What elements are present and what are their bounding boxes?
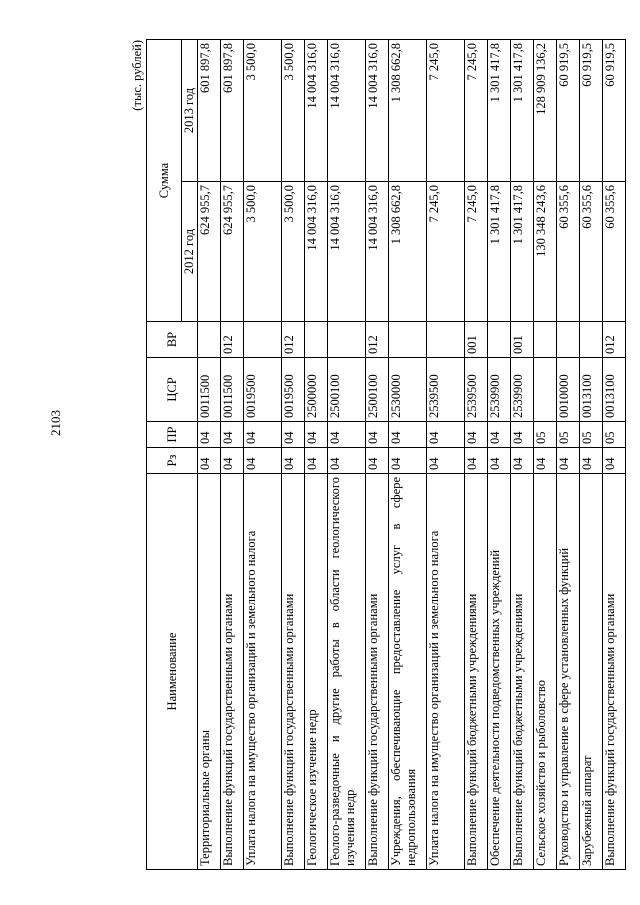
cell-name: Уплата налога на имущество организаций и земельного налога xyxy=(244,474,282,870)
cell-rz: 04 xyxy=(305,448,328,474)
cell-name: Учреждения, обеспечивающие предоставление услуг в сфере недропользования xyxy=(389,474,427,870)
cell-name: Выполнение функций государственными органами xyxy=(282,474,305,870)
cell-vr: 012 xyxy=(282,322,305,358)
cell-pr: 04 xyxy=(198,422,221,448)
cell-y2013: 14 004 316,0 xyxy=(328,40,366,182)
cell-csr xyxy=(534,358,557,422)
cell-csr: 0019500 xyxy=(244,358,282,422)
header-csr: ЦСР xyxy=(147,358,198,422)
cell-y2012: 3 500,0 xyxy=(244,182,282,322)
cell-y2013: 601 897,8 xyxy=(198,40,221,182)
cell-csr: 0019500 xyxy=(282,358,305,422)
cell-name: Уплата налога на имущество организаций и земельного налога xyxy=(427,474,465,870)
cell-name: Выполнение функций государственными органами xyxy=(603,474,626,870)
table-row xyxy=(557,40,580,870)
cell-y2013: 60 919,5 xyxy=(603,40,626,182)
header-pr: ПР xyxy=(147,422,198,448)
header-rz: Рз xyxy=(147,448,198,474)
cell-rz: 04 xyxy=(389,448,427,474)
cell-rz: 04 xyxy=(465,448,488,474)
cell-pr: 04 xyxy=(244,422,282,448)
header-name: Наименование xyxy=(147,474,198,870)
cell-vr xyxy=(557,322,580,358)
cell-y2012: 60 355,6 xyxy=(557,182,580,322)
cell-y2013: 3 500,0 xyxy=(282,40,305,182)
cell-y2013: 60 919,5 xyxy=(557,40,580,182)
cell-y2012: 1 301 417,8 xyxy=(488,182,511,322)
cell-pr: 04 xyxy=(511,422,534,448)
cell-csr: 2530000 xyxy=(389,358,427,422)
cell-y2012: 1 308 662,8 xyxy=(389,182,427,322)
table-row xyxy=(389,40,427,870)
cell-y2012: 7 245,0 xyxy=(427,182,465,322)
cell-csr: 2539500 xyxy=(465,358,488,422)
cell-csr: 2500100 xyxy=(366,358,389,422)
table-row xyxy=(366,40,389,870)
cell-y2013: 14 004 316,0 xyxy=(305,40,328,182)
table-row xyxy=(305,40,328,870)
cell-y2013: 128 909 136,2 xyxy=(534,40,557,182)
cell-vr: 001 xyxy=(511,322,534,358)
cell-name: Сельское хозяйство и рыболовство xyxy=(534,474,557,870)
cell-rz: 04 xyxy=(282,448,305,474)
cell-rz: 04 xyxy=(244,448,282,474)
cell-y2012: 624 955,7 xyxy=(221,182,244,322)
cell-pr: 04 xyxy=(221,422,244,448)
table-row xyxy=(511,40,534,870)
rotated-page-content xyxy=(130,40,625,870)
table-row xyxy=(534,40,557,870)
cell-csr: 0011500 xyxy=(198,358,221,422)
cell-pr: 04 xyxy=(282,422,305,448)
cell-vr: 012 xyxy=(221,322,244,358)
cell-y2012: 1 301 417,8 xyxy=(511,182,534,322)
cell-csr: 2539900 xyxy=(511,358,534,422)
cell-vr xyxy=(328,322,366,358)
cell-vr xyxy=(488,322,511,358)
cell-rz: 04 xyxy=(488,448,511,474)
cell-csr: 2539500 xyxy=(427,358,465,422)
cell-vr: 012 xyxy=(603,322,626,358)
header-vr: ВР xyxy=(147,322,198,358)
cell-csr: 0013100 xyxy=(603,358,626,422)
cell-y2012: 130 348 243,6 xyxy=(534,182,557,322)
cell-name: Выполнение функций государственными органами xyxy=(221,474,244,870)
cell-csr: 0011500 xyxy=(221,358,244,422)
header-row xyxy=(147,40,182,870)
page-number: 2103 xyxy=(48,410,63,436)
cell-y2013: 7 245,0 xyxy=(427,40,465,182)
cell-vr: 001 xyxy=(465,322,488,358)
cell-y2012: 14 004 316,0 xyxy=(328,182,366,322)
cell-csr: 2539900 xyxy=(488,358,511,422)
table-row xyxy=(427,40,465,870)
cell-pr: 05 xyxy=(534,422,557,448)
table-row xyxy=(328,40,366,870)
table-row xyxy=(603,40,626,870)
cell-pr: 04 xyxy=(389,422,427,448)
cell-name: Выполнение функций бюджетными учреждениями xyxy=(465,474,488,870)
cell-csr: 2500100 xyxy=(328,358,366,422)
cell-pr: 04 xyxy=(488,422,511,448)
header-sum: Сумма xyxy=(147,40,182,322)
cell-y2012: 7 245,0 xyxy=(465,182,488,322)
cell-pr: 04 xyxy=(305,422,328,448)
cell-pr: 04 xyxy=(328,422,366,448)
cell-vr xyxy=(580,322,603,358)
cell-rz: 04 xyxy=(221,448,244,474)
cell-rz: 04 xyxy=(511,448,534,474)
cell-y2012: 60 355,6 xyxy=(580,182,603,322)
cell-name: Геолого-разведочные и другие работы в области геологического изучения недр xyxy=(328,474,366,870)
table-body xyxy=(198,40,626,870)
cell-csr: 0010000 xyxy=(557,358,580,422)
cell-csr: 2500000 xyxy=(305,358,328,422)
header-2013: 2013 год xyxy=(182,40,198,182)
cell-y2013: 60 919,5 xyxy=(580,40,603,182)
cell-pr: 04 xyxy=(366,422,389,448)
cell-vr xyxy=(198,322,221,358)
cell-y2013: 1 308 662,8 xyxy=(389,40,427,182)
cell-y2012: 14 004 316,0 xyxy=(305,182,328,322)
cell-name: Зарубежный аппарат xyxy=(580,474,603,870)
cell-rz: 04 xyxy=(534,448,557,474)
cell-y2013: 7 245,0 xyxy=(465,40,488,182)
cell-pr: 05 xyxy=(557,422,580,448)
budget-table xyxy=(146,39,626,870)
cell-pr: 05 xyxy=(603,422,626,448)
table-row xyxy=(221,40,244,870)
units-label: (тыс. рублей) xyxy=(130,40,144,111)
cell-rz: 04 xyxy=(580,448,603,474)
cell-y2012: 60 355,6 xyxy=(603,182,626,322)
table-row xyxy=(465,40,488,870)
header-2012: 2012 год xyxy=(182,182,198,322)
cell-y2012: 3 500,0 xyxy=(282,182,305,322)
cell-name: Руководство и управление в сфере установленных функций xyxy=(557,474,580,870)
cell-rz: 04 xyxy=(557,448,580,474)
cell-vr xyxy=(427,322,465,358)
table-row xyxy=(488,40,511,870)
cell-name: Геологическое изучение недр xyxy=(305,474,328,870)
cell-y2012: 624 955,7 xyxy=(198,182,221,322)
cell-vr: 012 xyxy=(366,322,389,358)
cell-pr: 04 xyxy=(465,422,488,448)
cell-pr: 05 xyxy=(580,422,603,448)
cell-rz: 04 xyxy=(366,448,389,474)
cell-rz: 04 xyxy=(198,448,221,474)
cell-y2013: 1 301 417,8 xyxy=(511,40,534,182)
cell-rz: 04 xyxy=(427,448,465,474)
cell-name: Обеспечение деятельности подведомственных учреждений xyxy=(488,474,511,870)
table-row xyxy=(580,40,603,870)
cell-y2013: 3 500,0 xyxy=(244,40,282,182)
cell-pr: 04 xyxy=(427,422,465,448)
cell-vr xyxy=(305,322,328,358)
cell-rz: 04 xyxy=(328,448,366,474)
table-row xyxy=(244,40,282,870)
cell-y2013: 601 897,8 xyxy=(221,40,244,182)
cell-name: Выполнение функций бюджетными учреждениями xyxy=(511,474,534,870)
cell-name: Территориальные органы xyxy=(198,474,221,870)
table-row xyxy=(198,40,221,870)
cell-csr: 0013100 xyxy=(580,358,603,422)
table-row xyxy=(282,40,305,870)
cell-y2013: 14 004 316,0 xyxy=(366,40,389,182)
cell-vr xyxy=(244,322,282,358)
cell-vr xyxy=(534,322,557,358)
cell-rz: 04 xyxy=(603,448,626,474)
cell-y2012: 14 004 316,0 xyxy=(366,182,389,322)
cell-y2013: 1 301 417,8 xyxy=(488,40,511,182)
cell-vr xyxy=(389,322,427,358)
cell-name: Выполнение функций государственными органами xyxy=(366,474,389,870)
